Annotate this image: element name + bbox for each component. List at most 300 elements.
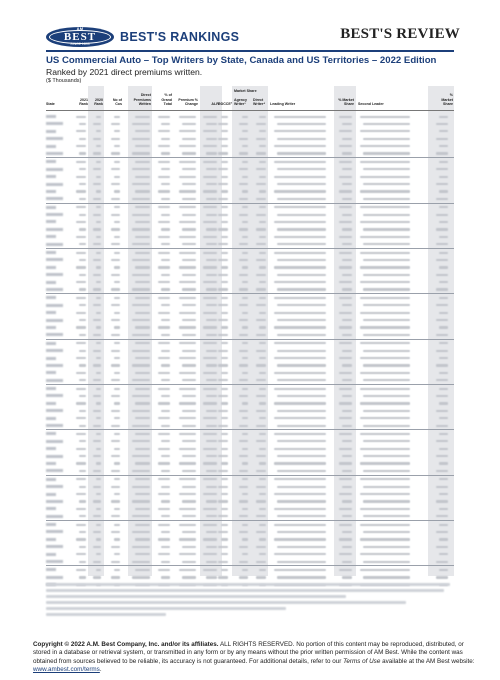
table-cell: [114, 569, 120, 571]
table-cell: [339, 478, 352, 480]
table-cell: [93, 561, 101, 563]
table-cell: [436, 531, 448, 533]
table-cell: [96, 326, 101, 328]
table-row: [46, 143, 454, 150]
table-cell: [76, 342, 86, 344]
table-cell: [436, 214, 448, 216]
state-cell: [46, 115, 56, 118]
table-cell: [96, 342, 101, 344]
table-cell: [274, 388, 326, 390]
table-cell: [342, 274, 352, 276]
table-cell: [360, 221, 410, 223]
table-cell: [218, 364, 228, 366]
table-cell: [259, 462, 266, 464]
table-cell: [239, 334, 248, 336]
table-cell: [339, 417, 352, 419]
table-row: [46, 407, 454, 414]
table-cell: [114, 130, 120, 132]
table-cell: [242, 402, 248, 404]
table-cell: [221, 508, 228, 510]
table-cell: [179, 342, 196, 344]
table-cell: [111, 350, 120, 352]
table-cell: [79, 395, 86, 397]
table-cell: [79, 546, 86, 548]
rights-text: ALL RIGHTS RESERVED. No portion of this content may be reproduced, distributed, or stored in a database or retrieval system, or transmitted in any form or by any means without the prior written permission of AM Best. While the content was obtained from sources believed to be reliable, its accuracy is not guaranteed. For additional details, refer to our: [33, 641, 464, 665]
table-cell: [339, 448, 352, 450]
table-cell: [342, 561, 352, 563]
table-cell: [363, 546, 410, 548]
col-direct-premiums: Direct Premiums Written: [133, 93, 151, 106]
table-cell: [179, 312, 196, 314]
table-cell: [339, 236, 352, 238]
table-cell: [111, 138, 120, 140]
table-cell: [93, 470, 101, 472]
table-cell: [93, 152, 101, 154]
table-cell: [161, 214, 170, 216]
table-cell: [274, 402, 326, 404]
table-cell: [132, 168, 150, 170]
state-cell: [46, 409, 63, 412]
table-cell: [277, 274, 326, 276]
table-cell: [206, 500, 217, 502]
table-cell: [132, 515, 150, 517]
publication-name: BEST'S REVIEW: [340, 26, 460, 42]
table-cell: [158, 388, 170, 390]
table-cell: [182, 486, 196, 488]
state-cell: [46, 243, 63, 246]
table-cell: [161, 138, 170, 140]
table-cell: [114, 417, 120, 419]
table-cell: [360, 538, 410, 540]
table-cell: [76, 145, 86, 147]
state-cell: [46, 296, 56, 299]
state-cell: [46, 455, 63, 458]
table-cell: [218, 183, 228, 185]
table-cell: [114, 326, 120, 328]
rankings-table: [46, 86, 454, 576]
table-row: [46, 498, 454, 505]
table-cell: [436, 425, 448, 427]
table-cell: [182, 395, 196, 397]
table-cell: [111, 440, 120, 442]
table-row: [46, 181, 454, 188]
table-cell: [96, 206, 101, 208]
table-cell: [221, 312, 228, 314]
terms-link[interactable]: www.ambest.com/terms: [33, 665, 100, 673]
col-num-cos: No of Cos: [112, 97, 122, 106]
table-cell: [277, 379, 326, 381]
table-cell: [132, 288, 150, 290]
table-cell: [218, 455, 228, 457]
table-cell: [439, 130, 448, 132]
table-cell: [277, 288, 326, 290]
table-cell: [158, 297, 170, 299]
state-cell: [46, 469, 63, 472]
table-cell: [339, 357, 352, 359]
table-cell: [218, 500, 228, 502]
table-row: [46, 355, 454, 362]
table-cell: [339, 206, 352, 208]
table-cell: [79, 214, 86, 216]
table-cell: [93, 123, 101, 125]
table-cell: [221, 176, 228, 178]
table-cell: [256, 138, 266, 140]
state-cell: [46, 538, 56, 541]
logo-am-text: AM: [76, 26, 84, 31]
table-cell: [360, 161, 410, 163]
table-cell: [363, 410, 410, 412]
table-cell: [256, 319, 266, 321]
table-cell: [218, 274, 228, 276]
table-cell: [256, 334, 266, 336]
table-cell: [360, 281, 410, 283]
table-cell: [135, 281, 150, 283]
table-cell: [114, 462, 120, 464]
table-cell: [259, 236, 266, 238]
table-cell: [93, 274, 101, 276]
table-cell: [218, 123, 228, 125]
table-cell: [274, 252, 326, 254]
table-cell: [439, 433, 448, 435]
table-cell: [161, 531, 170, 533]
table-cell: [277, 214, 326, 216]
table-cell: [342, 500, 352, 502]
state-cell: [46, 394, 63, 397]
table-cell: [206, 243, 217, 245]
table-cell: [239, 440, 248, 442]
table-cell: [218, 350, 228, 352]
table-row: [46, 558, 454, 565]
table-cell: [259, 402, 266, 404]
table-cell: [206, 304, 217, 306]
table-cell: [256, 531, 266, 533]
footnote-line: [46, 583, 450, 586]
table-cell: [182, 288, 196, 290]
table-cell: [114, 297, 120, 299]
table-cell: [158, 433, 170, 435]
table-cell: [277, 440, 326, 442]
table-cell: [436, 152, 448, 154]
state-cell: [46, 130, 56, 133]
terms-text: Terms of Use: [343, 657, 381, 665]
table-cell: [135, 326, 150, 328]
col-direct-writer: Direct Writer⁴: [253, 97, 266, 106]
table-cell: [96, 538, 101, 540]
table-cell: [274, 297, 326, 299]
table-cell: [79, 500, 86, 502]
table-cell: [360, 266, 410, 268]
table-cell: [182, 350, 196, 352]
table-cell: [96, 372, 101, 374]
table-cell: [182, 123, 196, 125]
table-cell: [132, 546, 150, 548]
table-cell: [239, 531, 248, 533]
table-cell: [203, 508, 217, 510]
table-cell: [135, 569, 150, 571]
table-cell: [161, 243, 170, 245]
table-cell: [256, 546, 266, 548]
state-cell: [46, 553, 56, 556]
table-cell: [135, 388, 150, 390]
table-cell: [277, 198, 326, 200]
table-cell: [206, 440, 217, 442]
am-best-logo: [46, 27, 114, 47]
table-cell: [158, 190, 170, 192]
table-cell: [439, 417, 448, 419]
table-row: [46, 324, 454, 331]
table-cell: [79, 228, 86, 230]
table-cell: [436, 470, 448, 472]
table-cell: [135, 190, 150, 192]
table-cell: [277, 576, 326, 578]
table-cell: [76, 448, 86, 450]
table-cell: [242, 478, 248, 480]
table-cell: [439, 524, 448, 526]
table-cell: [135, 553, 150, 555]
table-cell: [114, 116, 120, 118]
table-cell: [158, 266, 170, 268]
table-cell: [111, 304, 120, 306]
table-cell: [242, 190, 248, 192]
table-cell: [436, 168, 448, 170]
table-cell: [132, 455, 150, 457]
state-cell: [46, 462, 56, 465]
table-cell: [221, 524, 228, 526]
state-cell: [46, 122, 63, 125]
table-cell: [96, 161, 101, 163]
table-cell: [439, 297, 448, 299]
footnote-line: [46, 601, 406, 604]
table-cell: [256, 425, 266, 427]
table-cell: [111, 183, 120, 185]
table-cell: [135, 206, 150, 208]
table-cell: [436, 546, 448, 548]
col-state: State: [46, 102, 55, 106]
table-cell: [93, 319, 101, 321]
table-cell: [93, 576, 101, 578]
table-cell: [259, 388, 266, 390]
table-cell: [76, 553, 86, 555]
table-cell: [182, 168, 196, 170]
table-cell: [436, 243, 448, 245]
table-cell: [274, 145, 326, 147]
state-cell: [46, 145, 56, 148]
table-cell: [111, 152, 120, 154]
table-cell: [221, 538, 228, 540]
table-cell: [96, 281, 101, 283]
table-cell: [256, 259, 266, 261]
table-cell: [132, 379, 150, 381]
table-cell: [76, 388, 86, 390]
table-cell: [161, 259, 170, 261]
table-cell: [206, 425, 217, 427]
table-row: [46, 248, 454, 256]
table-cell: [242, 281, 248, 283]
table-cell: [203, 493, 217, 495]
table-cell: [342, 334, 352, 336]
table-cell: [79, 123, 86, 125]
table-cell: [242, 326, 248, 328]
table-cell: [360, 176, 410, 178]
table-cell: [242, 130, 248, 132]
table-cell: [218, 228, 228, 230]
table-cell: [363, 576, 410, 578]
table-cell: [79, 138, 86, 140]
table-cell: [256, 410, 266, 412]
table-cell: [158, 281, 170, 283]
table-cell: [114, 206, 120, 208]
table-cell: [221, 433, 228, 435]
table-cell: [206, 123, 217, 125]
table-cell: [363, 214, 410, 216]
table-cell: [135, 312, 150, 314]
table-cell: [132, 123, 150, 125]
table-row: [46, 173, 454, 180]
table-cell: [161, 486, 170, 488]
table-cell: [339, 116, 352, 118]
table-cell: [161, 364, 170, 366]
table-cell: [182, 214, 196, 216]
table-cell: [132, 410, 150, 412]
table-cell: [203, 462, 217, 464]
table-cell: [239, 515, 248, 517]
table-cell: [277, 470, 326, 472]
table-cell: [239, 198, 248, 200]
table-cell: [274, 569, 326, 571]
table-cell: [132, 274, 150, 276]
table-cell: [132, 183, 150, 185]
table-cell: [182, 410, 196, 412]
table-cell: [96, 402, 101, 404]
table-cell: [111, 379, 120, 381]
table-cell: [221, 236, 228, 238]
table-cell: [179, 190, 196, 192]
table-cell: [277, 561, 326, 563]
table-cell: [179, 462, 196, 464]
state-cell: [46, 507, 56, 510]
table-cell: [363, 243, 410, 245]
table-cell: [218, 152, 228, 154]
table-cell: [206, 379, 217, 381]
table-cell: [363, 304, 410, 306]
table-cell: [76, 538, 86, 540]
table-cell: [274, 448, 326, 450]
state-cell: [46, 220, 56, 223]
table-cell: [96, 236, 101, 238]
table-cell: [259, 342, 266, 344]
table-cell: [203, 433, 217, 435]
table-cell: [79, 168, 86, 170]
table-cell: [242, 388, 248, 390]
table-cell: [135, 524, 150, 526]
table-cell: [259, 538, 266, 540]
col-agency-writer: Agency Writer³: [234, 97, 247, 106]
table-cell: [259, 417, 266, 419]
table-cell: [256, 183, 266, 185]
table-cell: [342, 123, 352, 125]
table-cell: [259, 569, 266, 571]
table-cell: [203, 357, 217, 359]
table-cell: [256, 500, 266, 502]
state-cell: [46, 304, 63, 307]
state-cell: [46, 371, 56, 374]
table-cell: [274, 417, 326, 419]
table-cell: [132, 500, 150, 502]
state-cell: [46, 357, 56, 360]
table-cell: [218, 486, 228, 488]
state-cell: [46, 349, 63, 352]
table-cell: [339, 388, 352, 390]
table-cell: [79, 334, 86, 336]
table-row: [46, 551, 454, 558]
table-cell: [203, 402, 217, 404]
table-cell: [135, 145, 150, 147]
table-cell: [111, 576, 120, 578]
table-cell: [158, 236, 170, 238]
page-header: [0, 0, 500, 50]
table-cell: [76, 297, 86, 299]
table-cell: [114, 357, 120, 359]
table-cell: [76, 357, 86, 359]
table-cell: [363, 319, 410, 321]
table-cell: [339, 433, 352, 435]
table-cell: [79, 319, 86, 321]
state-cell: [46, 530, 63, 533]
table-cell: [363, 470, 410, 472]
table-cell: [277, 500, 326, 502]
table-cell: [342, 243, 352, 245]
table-cell: [158, 508, 170, 510]
table-cell: [342, 531, 352, 533]
table-cell: [239, 410, 248, 412]
table-cell: [218, 515, 228, 517]
table-cell: [93, 440, 101, 442]
table-cell: [360, 372, 410, 374]
table-cell: [182, 561, 196, 563]
table-cell: [135, 462, 150, 464]
table-cell: [203, 372, 217, 374]
table-cell: [239, 138, 248, 140]
table-cell: [76, 206, 86, 208]
table-row: [46, 286, 454, 293]
table-cell: [436, 364, 448, 366]
table-cell: [93, 243, 101, 245]
table-cell: [114, 252, 120, 254]
table-cell: [339, 326, 352, 328]
table-cell: [339, 312, 352, 314]
table-cell: [218, 561, 228, 563]
table-cell: [179, 130, 196, 132]
table-row: [46, 218, 454, 225]
table-cell: [436, 274, 448, 276]
table-cell: [439, 538, 448, 540]
table-cell: [439, 252, 448, 254]
table-cell: [256, 350, 266, 352]
table-cell: [274, 161, 326, 163]
state-cell: [46, 440, 63, 443]
table-cell: [259, 493, 266, 495]
table-cell: [218, 379, 228, 381]
table-cell: [342, 515, 352, 517]
table-cell: [439, 342, 448, 344]
table-cell: [93, 379, 101, 381]
table-cell: [218, 395, 228, 397]
table-cell: [221, 326, 228, 328]
table-cell: [114, 524, 120, 526]
table-cell: [114, 161, 120, 163]
table-cell: [158, 221, 170, 223]
table-row: [46, 233, 454, 240]
